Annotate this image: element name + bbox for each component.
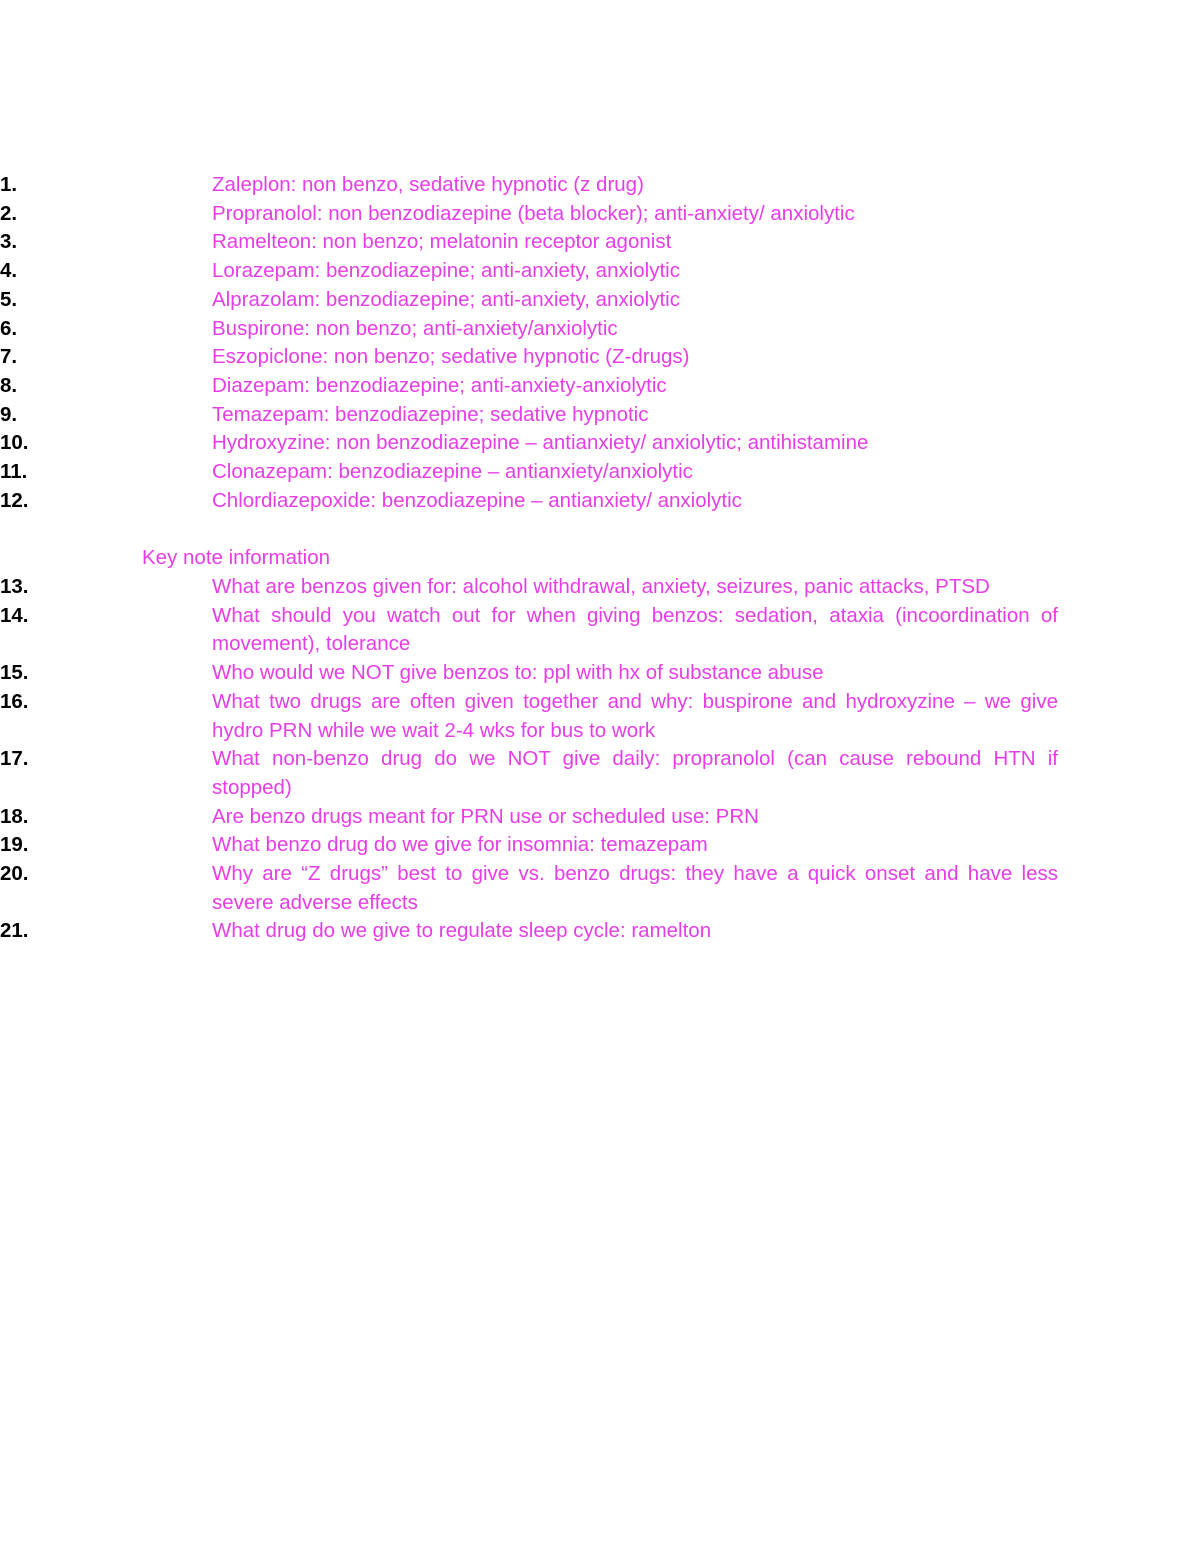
item-text: What should you watch out for when giving benzos: sedation, ataxia (incoordination of movement), tolerance: [212, 603, 1058, 656]
item-text: Eszopiclone: non benzo; sedative hypnotic (Z-drugs): [212, 345, 690, 369]
item-text: Propranolol: non benzodiazepine (beta blocker); anti-anxiety/ anxiolytic: [212, 201, 855, 225]
item-number: 5.: [0, 287, 18, 311]
item-number: 19.: [0, 833, 29, 857]
item-text: What are benzos given for: alcohol withdrawal, anxiety, seizures, panic attacks, PTSD: [212, 575, 990, 598]
item-text: What non-benzo drug do we NOT give daily: propranolol (can cause rebound HTN if stopped): [212, 747, 1058, 799]
item-number: 4.: [0, 259, 18, 283]
item-number: 11.: [0, 460, 28, 484]
list-item: [0, 602, 1058, 659]
item-number: 16.: [0, 689, 29, 713]
list-item: [0, 429, 1058, 458]
item-text: Diazepam: benzodiazepine; anti-anxiety-anxiolytic: [212, 373, 667, 397]
list-item: [0, 228, 1058, 257]
item-text: Who would we NOT give benzos to: ppl with hx of substance abuse: [212, 661, 824, 685]
list-item: [0, 315, 1058, 344]
list-item: [0, 200, 1058, 229]
item-number: 20.: [0, 862, 29, 886]
item-number: 13.: [0, 575, 29, 598]
item-text: Ramelteon: non benzo; melatonin receptor agonist: [212, 230, 672, 254]
list-item: [0, 343, 1058, 372]
list-item: [0, 171, 1058, 200]
list-item: [0, 831, 1058, 860]
item-number: 1.: [0, 173, 18, 196]
item-text: Temazepam: benzodiazepine; sedative hypnotic: [212, 402, 649, 426]
list-item: [0, 745, 1058, 802]
list-item: [0, 401, 1058, 430]
list-item: [0, 803, 1058, 832]
item-text: Hydroxyzine: non benzodiazepine – antianxiety/ anxiolytic; antihistamine: [212, 431, 869, 455]
item-number: 9.: [0, 402, 18, 426]
item-text: Why are “Z drugs” best to give vs. benzo drugs: they have a quick onset and have less severe adverse effects: [212, 862, 1058, 914]
item-number: 15.: [0, 661, 29, 685]
list-item: [0, 917, 1058, 946]
item-text: Clonazepam: benzodiazepine – antianxiety/anxiolytic: [212, 460, 693, 484]
item-number: 8.: [0, 373, 18, 397]
item-text: Alprazolam: benzodiazepine; anti-anxiety, anxiolytic: [212, 287, 680, 311]
item-text: What two drugs are often given together and why: buspirone and hydroxyzine – we give hydro PRN while we wait 2-4 wks for bus to work: [212, 689, 1058, 742]
item-number: 10.: [0, 431, 29, 455]
list-item: [0, 659, 1058, 688]
key-note-heading: Key note information: [142, 546, 331, 569]
list-item: [0, 458, 1058, 487]
item-number: 7.: [0, 345, 18, 369]
item-number: 12.: [0, 488, 29, 512]
item-number: 2.: [0, 201, 18, 225]
list-item: [0, 257, 1058, 286]
item-text: Zaleplon: non benzo, sedative hypnotic (z drug): [212, 173, 644, 196]
item-number: 21.: [0, 919, 29, 943]
item-text: What drug do we give to regulate sleep cycle: ramelton: [212, 919, 712, 943]
key-note-list: [0, 573, 1200, 946]
list-item: [0, 286, 1058, 315]
item-text: Are benzo drugs meant for PRN use or scheduled use: PRN: [212, 804, 759, 828]
list-item: [0, 487, 1058, 516]
list-item: [0, 573, 1058, 602]
item-number: 14.: [0, 603, 29, 627]
item-text: What benzo drug do we give for insomnia: temazepam: [212, 833, 708, 857]
item-number: 6.: [0, 316, 18, 340]
list-item: [0, 860, 1058, 917]
list-item: [0, 372, 1058, 401]
item-number: 18.: [0, 804, 29, 828]
item-number: 17.: [0, 747, 29, 771]
item-text: Buspirone: non benzo; anti-anxiety/anxiolytic: [212, 316, 618, 340]
drug-list: [0, 171, 1200, 515]
item-number: 3.: [0, 230, 18, 254]
item-text: Lorazepam: benzodiazepine; anti-anxiety, anxiolytic: [212, 259, 680, 283]
item-text: Chlordiazepoxide: benzodiazepine – antianxiety/ anxiolytic: [212, 488, 742, 512]
list-item: [0, 688, 1058, 745]
